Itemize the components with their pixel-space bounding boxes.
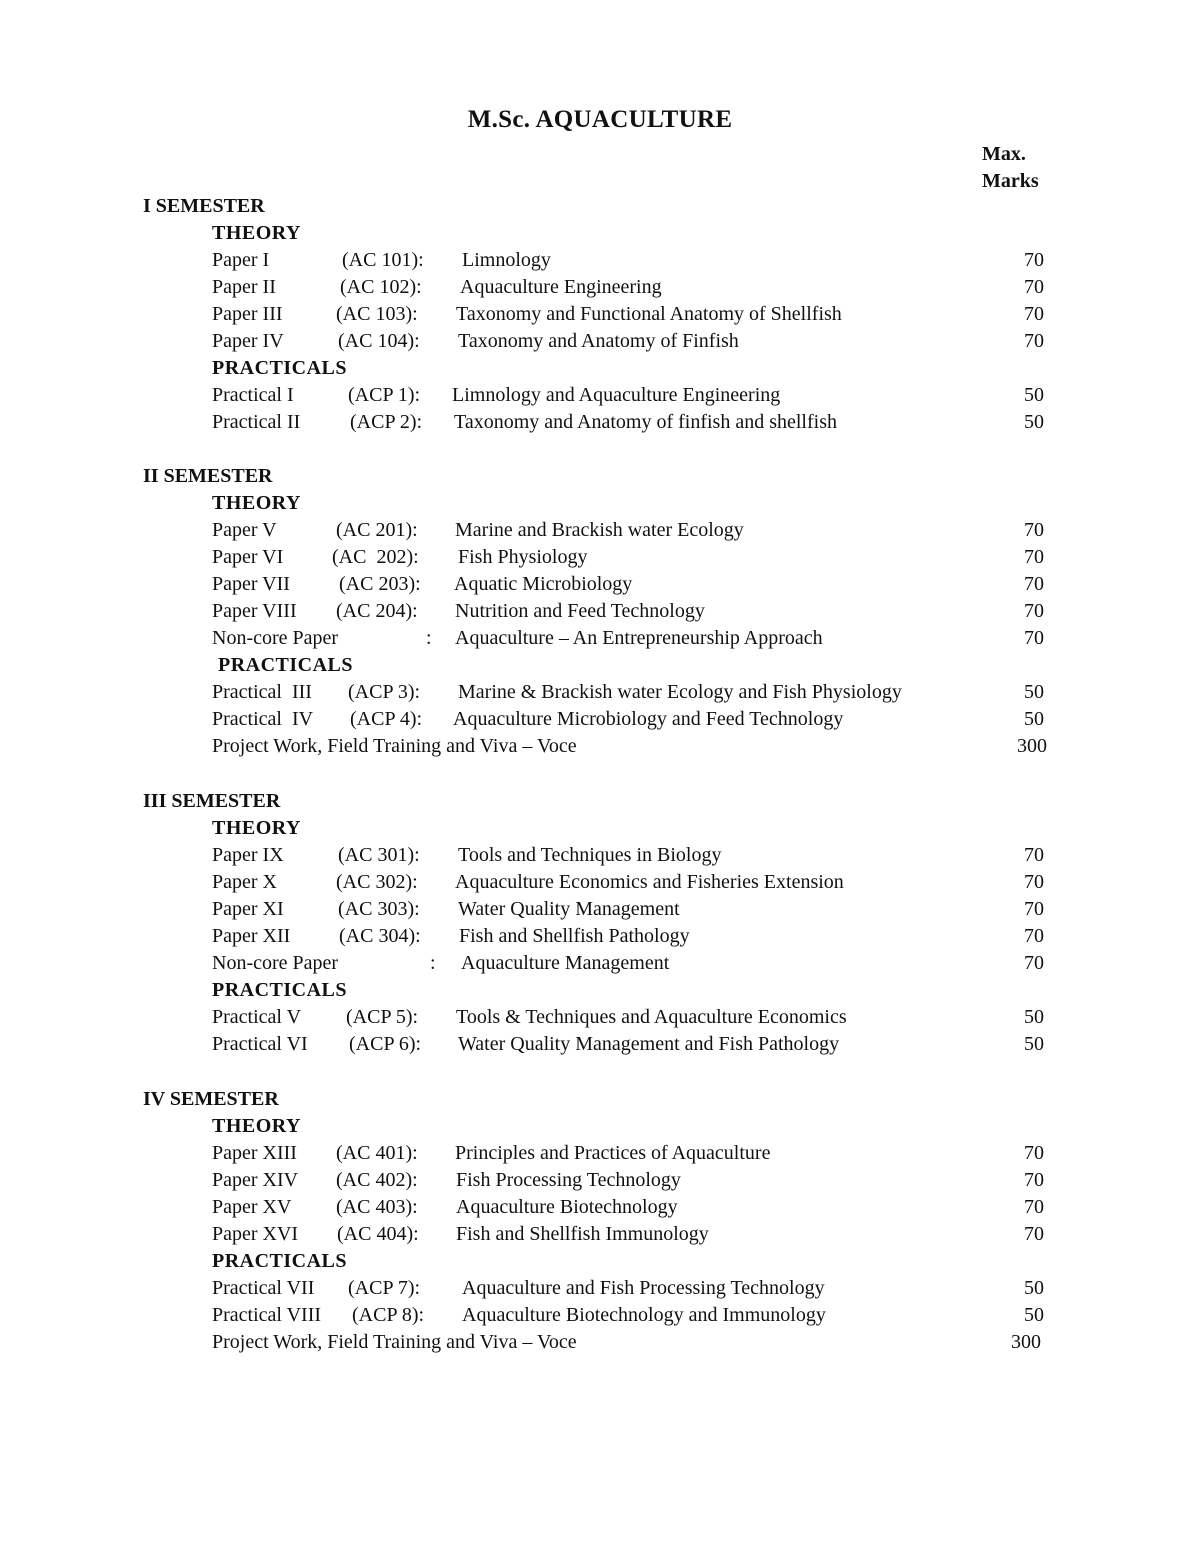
paper-separator: : xyxy=(426,627,432,649)
paper-title: Aquaculture Biotechnology and Immunology xyxy=(462,1304,826,1326)
max-marks-label-line2: Marks xyxy=(982,170,1039,192)
paper-marks: 70 xyxy=(1024,600,1044,622)
paper-label: Paper VI xyxy=(212,546,284,568)
paper-code: (ACP 7): xyxy=(348,1277,421,1299)
table-row xyxy=(0,517,1200,544)
table-row xyxy=(0,1221,1200,1248)
paper-title: Aquaculture Biotechnology xyxy=(456,1196,678,1218)
project-marks: 300 xyxy=(1011,1331,1041,1353)
paper-marks: 70 xyxy=(1024,952,1044,974)
paper-code: (AC 404): xyxy=(337,1223,419,1245)
paper-code: (AC 201): xyxy=(336,519,418,541)
paper-title: Aquaculture Economics and Fisheries Extension xyxy=(455,871,844,893)
paper-label: Paper IX xyxy=(212,844,284,866)
table-row xyxy=(0,869,1200,896)
paper-marks: 70 xyxy=(1024,844,1044,866)
practicals-heading: PRACTICALS xyxy=(212,1250,348,1272)
paper-marks: 50 xyxy=(1024,1304,1044,1326)
practicals-heading: PRACTICALS xyxy=(218,654,354,676)
paper-marks: 50 xyxy=(1024,708,1044,730)
paper-label: Paper XIV xyxy=(212,1169,299,1191)
paper-code: (AC 301): xyxy=(338,844,420,866)
paper-title: Fish Processing Technology xyxy=(456,1169,681,1191)
table-row xyxy=(0,1031,1200,1058)
paper-label: Practical IV xyxy=(212,708,314,730)
paper-label: Paper XIII xyxy=(212,1142,297,1164)
table-row xyxy=(0,1004,1200,1031)
paper-label: Non-core Paper xyxy=(212,952,339,974)
table-row xyxy=(0,409,1200,436)
paper-title: Principles and Practices of Aquaculture xyxy=(455,1142,771,1164)
paper-title: Aquaculture Engineering xyxy=(460,276,662,298)
table-row xyxy=(0,1140,1200,1167)
paper-label: Paper I xyxy=(212,249,270,271)
paper-marks: 70 xyxy=(1024,627,1044,649)
theory-heading: THEORY xyxy=(212,817,301,839)
semester-title: II SEMESTER xyxy=(143,465,273,487)
paper-marks: 50 xyxy=(1024,681,1044,703)
practicals-heading: PRACTICALS xyxy=(212,357,348,379)
paper-code: (AC 402): xyxy=(336,1169,418,1191)
table-row xyxy=(0,842,1200,869)
paper-code: (AC 302): xyxy=(336,871,418,893)
paper-title: Aquaculture – An Entrepreneurship Approach xyxy=(455,627,823,649)
table-row xyxy=(0,1302,1200,1329)
paper-marks: 50 xyxy=(1024,384,1044,406)
paper-code: (ACP 2): xyxy=(350,411,423,433)
page-title: M.Sc. AQUACULTURE xyxy=(467,106,733,133)
table-row xyxy=(0,274,1200,301)
paper-marks: 70 xyxy=(1024,573,1044,595)
paper-label: Practical VII xyxy=(212,1277,315,1299)
paper-label: Paper II xyxy=(212,276,276,298)
paper-title: Marine and Brackish water Ecology xyxy=(455,519,744,541)
table-row xyxy=(0,247,1200,274)
paper-label: Paper IV xyxy=(212,330,284,352)
paper-marks: 50 xyxy=(1024,1033,1044,1055)
paper-title: Tools and Techniques in Biology xyxy=(458,844,722,866)
paper-label: Paper XI xyxy=(212,898,284,920)
paper-code: (AC 104): xyxy=(338,330,420,352)
table-row xyxy=(0,896,1200,923)
paper-code: (ACP 8): xyxy=(352,1304,425,1326)
paper-title: Water Quality Management xyxy=(458,898,680,920)
paper-title: Taxonomy and Functional Anatomy of Shellfish xyxy=(456,303,842,325)
paper-marks: 70 xyxy=(1024,249,1044,271)
paper-marks: 70 xyxy=(1024,1196,1044,1218)
table-row xyxy=(0,301,1200,328)
table-row xyxy=(0,1167,1200,1194)
paper-marks: 50 xyxy=(1024,411,1044,433)
table-row xyxy=(0,679,1200,706)
paper-separator: : xyxy=(430,952,436,974)
table-row xyxy=(0,544,1200,571)
paper-code: (AC 202): xyxy=(332,546,419,568)
paper-label: Practical VI xyxy=(212,1033,308,1055)
paper-label: Paper III xyxy=(212,303,283,325)
paper-title: Marine & Brackish water Ecology and Fish Physiology xyxy=(458,681,902,703)
paper-marks: 70 xyxy=(1024,1223,1044,1245)
table-row xyxy=(0,598,1200,625)
project-row xyxy=(0,1329,1200,1356)
paper-marks: 70 xyxy=(1024,1142,1044,1164)
semester-title: IV SEMESTER xyxy=(143,1088,279,1110)
table-row xyxy=(0,625,1200,652)
paper-marks: 50 xyxy=(1024,1006,1044,1028)
paper-title: Nutrition and Feed Technology xyxy=(455,600,705,622)
theory-heading: THEORY xyxy=(212,492,301,514)
paper-label: Practical VIII xyxy=(212,1304,322,1326)
paper-label: Non-core Paper xyxy=(212,627,339,649)
paper-label: Paper VII xyxy=(212,573,290,595)
max-marks-label-line1: Max. xyxy=(982,143,1026,165)
table-row xyxy=(0,1194,1200,1221)
semester-title: I SEMESTER xyxy=(143,195,265,217)
paper-title: Fish and Shellfish Pathology xyxy=(459,925,690,947)
paper-title: Fish Physiology xyxy=(458,546,588,568)
paper-code: (AC 204): xyxy=(336,600,418,622)
paper-code: (ACP 6): xyxy=(349,1033,422,1055)
paper-title: Limnology xyxy=(462,249,551,271)
paper-marks: 70 xyxy=(1024,925,1044,947)
paper-label: Practical I xyxy=(212,384,294,406)
paper-title: Taxonomy and Anatomy of finfish and shellfish xyxy=(454,411,837,433)
paper-label: Paper X xyxy=(212,871,277,893)
table-row xyxy=(0,571,1200,598)
paper-code: (AC 304): xyxy=(339,925,421,947)
table-row xyxy=(0,706,1200,733)
paper-label: Paper V xyxy=(212,519,277,541)
paper-label: Practical II xyxy=(212,411,301,433)
table-row xyxy=(0,950,1200,977)
max-marks-header xyxy=(982,141,1039,195)
paper-code: (ACP 1): xyxy=(348,384,421,406)
table-row xyxy=(0,382,1200,409)
table-row xyxy=(0,328,1200,355)
paper-title: Fish and Shellfish Immunology xyxy=(456,1223,709,1245)
project-row xyxy=(0,733,1200,760)
paper-title: Aquatic Microbiology xyxy=(454,573,633,595)
semester-title: III SEMESTER xyxy=(143,790,281,812)
paper-label: Paper XII xyxy=(212,925,291,947)
paper-code: (ACP 4): xyxy=(350,708,423,730)
table-row xyxy=(0,923,1200,950)
project-marks: 300 xyxy=(1017,735,1047,757)
paper-title: Taxonomy and Anatomy of Finfish xyxy=(458,330,739,352)
paper-title: Aquaculture and Fish Processing Technology xyxy=(462,1277,825,1299)
paper-code: (AC 102): xyxy=(340,276,422,298)
paper-label: Paper XV xyxy=(212,1196,292,1218)
paper-label: Paper XVI xyxy=(212,1223,299,1245)
project-title: Project Work, Field Training and Viva – Voce xyxy=(212,1331,577,1353)
paper-title: Aquaculture Management xyxy=(461,952,670,974)
paper-label: Paper VIII xyxy=(212,600,297,622)
paper-code: (AC 403): xyxy=(336,1196,418,1218)
paper-code: (AC 103): xyxy=(336,303,418,325)
paper-marks: 70 xyxy=(1024,898,1044,920)
paper-title: Aquaculture Microbiology and Feed Technology xyxy=(453,708,844,730)
paper-marks: 50 xyxy=(1024,1277,1044,1299)
paper-marks: 70 xyxy=(1024,330,1044,352)
practicals-heading: PRACTICALS xyxy=(212,979,348,1001)
paper-marks: 70 xyxy=(1024,871,1044,893)
paper-code: (ACP 5): xyxy=(346,1006,419,1028)
paper-title: Limnology and Aquaculture Engineering xyxy=(452,384,781,406)
paper-code: (AC 203): xyxy=(339,573,421,595)
paper-title: Water Quality Management and Fish Pathology xyxy=(458,1033,840,1055)
paper-code: (ACP 3): xyxy=(348,681,421,703)
paper-marks: 70 xyxy=(1024,519,1044,541)
paper-marks: 70 xyxy=(1024,276,1044,298)
paper-code: (AC 401): xyxy=(336,1142,418,1164)
paper-label: Practical III xyxy=(212,681,312,703)
paper-marks: 70 xyxy=(1024,1169,1044,1191)
theory-heading: THEORY xyxy=(212,222,301,244)
theory-heading: THEORY xyxy=(212,1115,301,1137)
paper-marks: 70 xyxy=(1024,303,1044,325)
paper-title: Tools & Techniques and Aquaculture Economics xyxy=(456,1006,847,1028)
table-row xyxy=(0,1275,1200,1302)
paper-marks: 70 xyxy=(1024,546,1044,568)
paper-code: (AC 303): xyxy=(338,898,420,920)
paper-label: Practical V xyxy=(212,1006,302,1028)
paper-code: (AC 101): xyxy=(342,249,424,271)
project-title: Project Work, Field Training and Viva – Voce xyxy=(212,735,577,757)
